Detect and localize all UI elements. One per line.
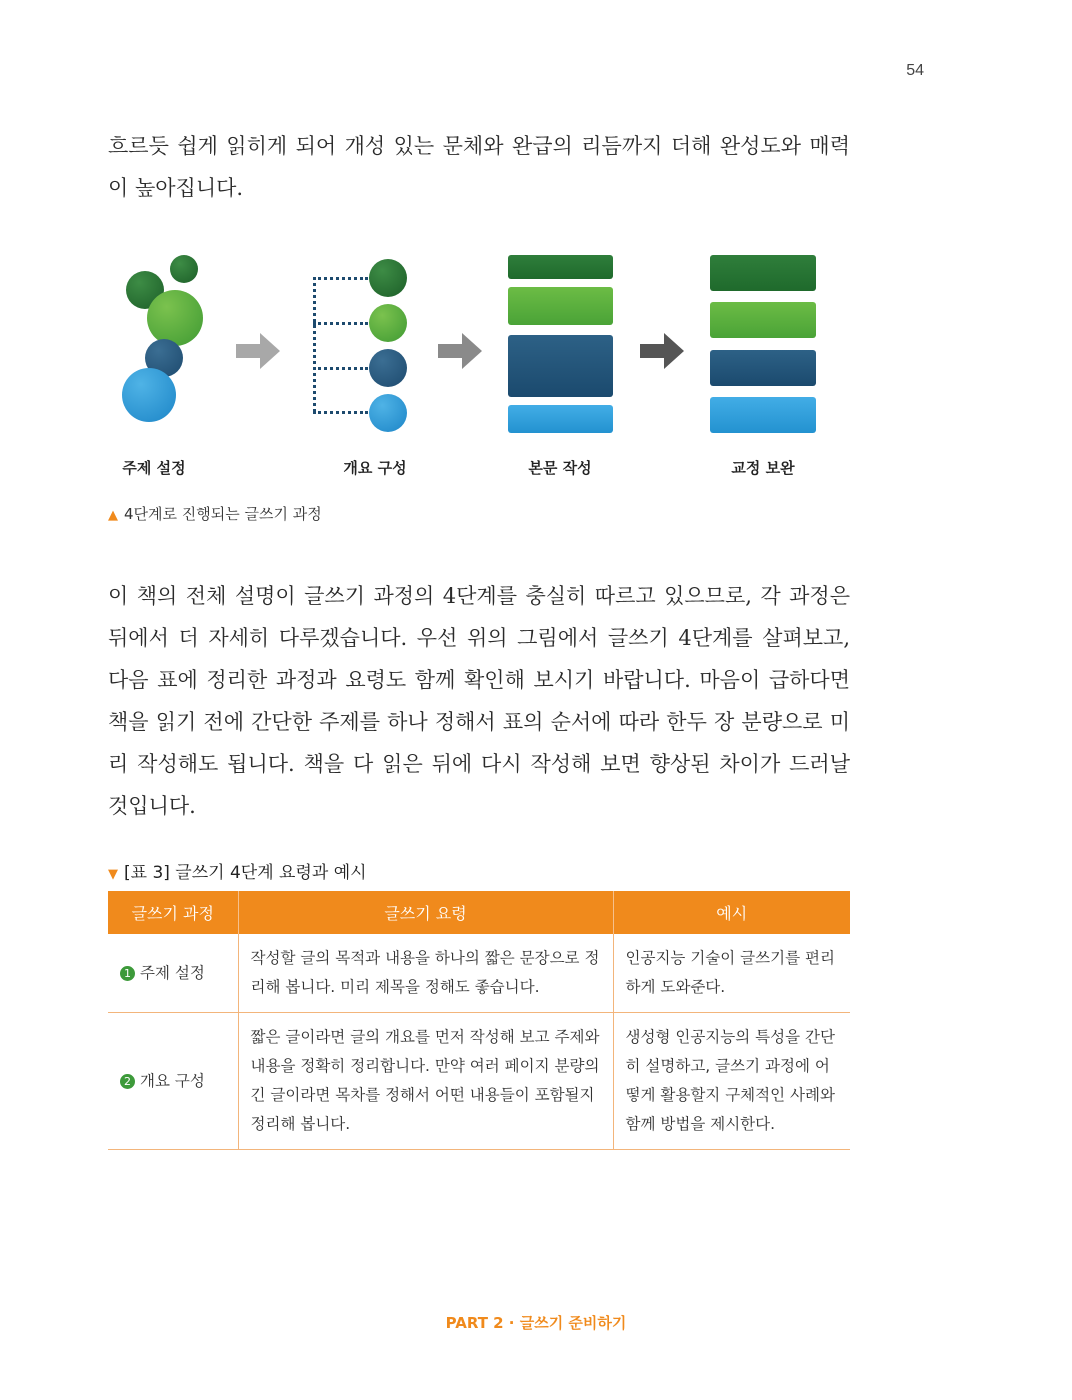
outline-bracket-vertical	[313, 277, 316, 412]
topic-circle-small-green	[170, 255, 198, 283]
paragraph-intro: 흐르듯 쉽게 읽히게 되어 개성 있는 문체와 완급의 리듬까지 더해 완성도와 매력이 높아집니다.	[108, 134, 850, 200]
revision-block-1	[710, 255, 816, 291]
step-label: 주제 설정	[140, 963, 205, 982]
outline-circle-2	[369, 304, 407, 342]
table-cell-example: 생성형 인공지능의 특성을 간단히 설명하고, 글쓰기 과정에 어떻게 활용할지 구체적인 사례와 함께 방법을 제시한다.	[613, 1013, 850, 1150]
triangle-up-icon: ▲	[108, 508, 118, 523]
table-header-tip: 글쓰기 요령	[238, 891, 613, 934]
arrow-right-icon	[236, 333, 280, 369]
writing-steps-table	[108, 891, 850, 1150]
table-cell-tip: 짧은 글이라면 글의 개요를 먼저 작성해 보고 주제와 내용을 정확히 정리합니다. 만약 여러 페이지 분량의 긴 글이라면 목차를 정해서 어떤 내용들이 포함될지 정리해 봅니다.	[238, 1013, 613, 1150]
body-block-4	[508, 405, 613, 433]
outline-circle-3	[369, 349, 407, 387]
step-label: 개요 구성	[140, 1071, 205, 1090]
stage-label-body: 본문 작성	[528, 459, 592, 477]
revision-block-3	[710, 350, 816, 386]
paragraph-explanation: 이 책의 전체 설명이 글쓰기 과정의 4단계를 충실히 따르고 있으므로, 각 과정은 뒤에서 더 자세히 다루겠습니다. 우선 위의 그림에서 글쓰기 4단계를 살펴보고, 다음 표에 정리한 과정과 요령도 함께 확인해 보시기 바랍니다. 마음이 급하다면 책을 읽기 전에 간단한 주제를 하나 정해서 표의 순서에 따라 한두 장 분량으로 미리 작성해도 됩니다. 책을 다 읽은 뒤에 다시 작성해 보면 향상된 차이가 드러날 것입니다.	[108, 584, 850, 818]
stage-label-topic: 주제 설정	[122, 459, 186, 477]
stage-label-revision: 교정 보완	[731, 459, 795, 477]
revision-block-4	[710, 397, 816, 433]
table-header-step: 글쓰기 과정	[108, 891, 238, 934]
table-header-row	[108, 891, 850, 934]
table-cell-step	[108, 934, 238, 1013]
figure-caption	[108, 503, 322, 524]
figure-caption-text: 4단계로 진행되는 글쓰기 과정	[124, 505, 322, 523]
table-cell-tip: 작성할 글의 목적과 내용을 하나의 짧은 문장으로 정리해 봅니다. 미리 제목을 정해도 좋습니다.	[238, 934, 613, 1013]
revision-block-2	[710, 302, 816, 338]
writing-process-diagram	[100, 245, 860, 485]
outline-bracket-h2	[313, 322, 368, 325]
number-badge-icon: 2	[120, 1074, 135, 1089]
table-title-text: [표 3] 글쓰기 4단계 요령과 예시	[124, 863, 367, 883]
outline-bracket-h3	[313, 367, 368, 370]
table-row	[108, 934, 850, 1013]
number-badge-icon: 1	[120, 966, 135, 981]
table-title	[108, 858, 367, 883]
triangle-down-icon: ▼	[108, 867, 118, 882]
body-block-1	[508, 255, 613, 279]
table-row	[108, 1013, 850, 1150]
page-footer: PART 2 · 글쓰기 준비하기	[445, 1314, 627, 1332]
table-cell-example: 인공지능 기술이 글쓰기를 편리하게 도와준다.	[613, 934, 850, 1013]
body-block-2	[508, 287, 613, 325]
outline-circle-1	[369, 259, 407, 297]
topic-circle-light-blue	[122, 368, 176, 422]
arrow-right-icon	[640, 333, 684, 369]
outline-circle-4	[369, 394, 407, 432]
table-header-example: 예시	[613, 891, 850, 934]
arrow-right-icon	[438, 333, 482, 369]
topic-circle-light-green	[147, 290, 203, 346]
outline-bracket-h4	[313, 411, 368, 414]
page-number: 54	[906, 62, 924, 79]
body-block-3	[508, 335, 613, 397]
stage-label-outline: 개요 구성	[343, 459, 407, 477]
table-cell-step	[108, 1013, 238, 1150]
outline-bracket-h1	[313, 277, 368, 280]
